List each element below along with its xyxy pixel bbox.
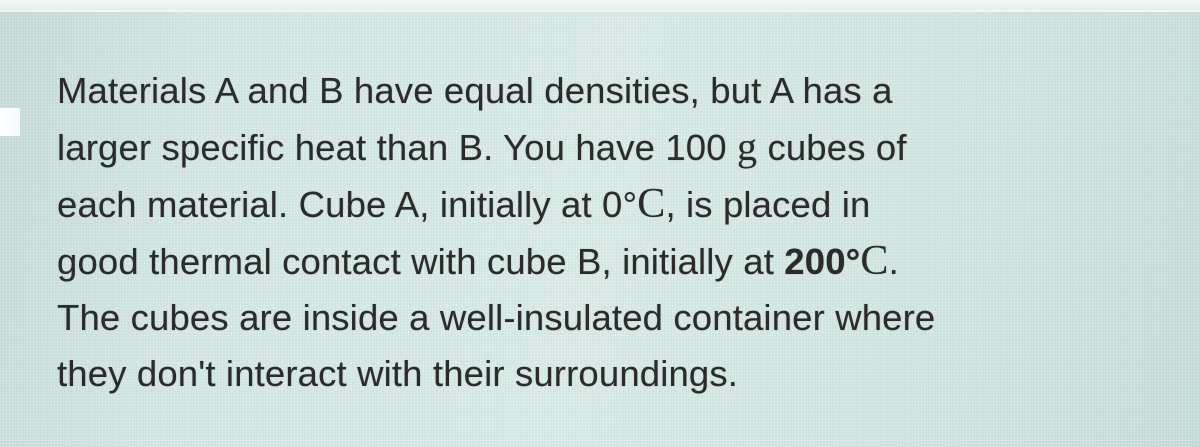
problem-line-1: Materials A and B have equal densities, but A has a	[57, 70, 893, 111]
problem-line-2	[57, 119, 1162, 176]
problem-line-5: The cubes are inside a well-insulated container where	[57, 297, 936, 338]
problem-line-2-end: cubes of	[757, 127, 907, 168]
celsius-unit-2: C	[860, 238, 889, 284]
problem-line-6: they don't interact with their surroundings.	[57, 353, 739, 394]
problem-statement	[57, 63, 1162, 402]
problem-line-3-end: , is placed in	[665, 184, 871, 225]
problem-line-3-start: each material. Cube A, initially at 0°	[57, 184, 638, 225]
gram-unit: g	[737, 124, 758, 169]
problem-line-4	[57, 233, 1162, 290]
top-edge-band	[0, 0, 1200, 12]
problem-line-2-start: larger specific heat than B. You have 100	[57, 127, 737, 168]
problem-line-3	[57, 176, 1162, 233]
problem-line-4-start: good thermal contact with cube B, initially at	[57, 241, 785, 282]
left-edge-highlight	[0, 108, 20, 136]
temperature-value-200: 200°	[784, 241, 861, 282]
problem-line-4-end: .	[888, 241, 899, 282]
celsius-unit-1: C	[637, 181, 666, 227]
